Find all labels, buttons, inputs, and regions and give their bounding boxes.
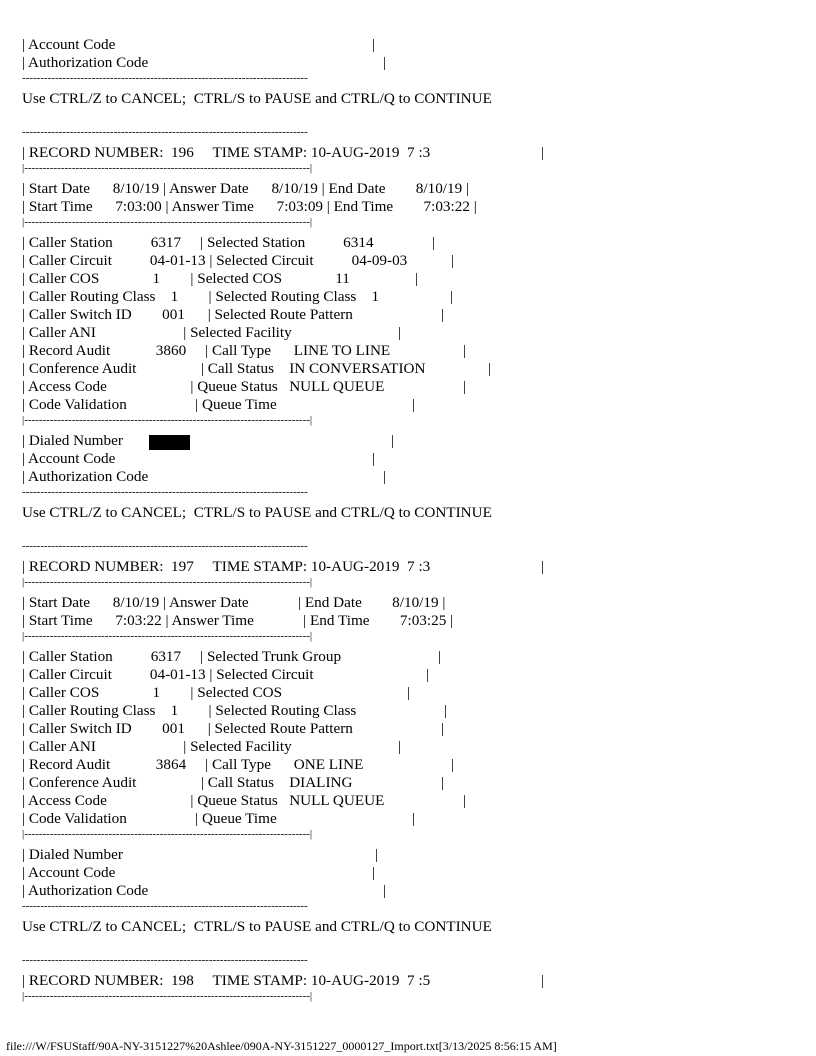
control-hint: Use CTRL/Z to CANCEL; CTRL/S to PAUSE and CTRL/Q to CONTINUE [22, 918, 492, 935]
field-text: | Caller Station 6317 | Selected Station 6314 [22, 234, 374, 251]
mid-separator: |------------------------------------------------------------------------------| [22, 576, 313, 588]
field-text: | Dialed Number [22, 846, 123, 863]
pipe: | [488, 360, 492, 377]
pipe: | [383, 54, 387, 71]
record-196-caller-ani [22, 324, 802, 342]
field-text: | Caller Routing Class 1 | Selected Routing Class [22, 702, 357, 719]
mid-separator: |------------------------------------------------------------------------------| [22, 630, 313, 642]
pipe: | [398, 738, 402, 755]
record-197-account-code [22, 864, 802, 882]
separator-line: ------------------------------------------------------------------------------ [22, 486, 308, 498]
account-code-label: | Account Code [22, 36, 116, 53]
field-text: | Dialed Number [22, 432, 123, 449]
separator-line: ------------------------------------------------------------------------------ [22, 540, 308, 552]
pipe: | [398, 324, 402, 341]
record-196-caller-circuit [22, 252, 802, 270]
authorization-code-line [22, 54, 802, 72]
field-text: | Access Code | Queue Status NULL QUEUE [22, 378, 385, 395]
file-path-footer: file:///W/FSUStaff/90A-NY-3151227%20Ashlee/090A-NY-3151227_0000127_Import.txt[3/13/2025 8:56:15 AM] [6, 1039, 557, 1053]
mid-separator: |------------------------------------------------------------------------------| [22, 162, 313, 174]
pipe: | [412, 396, 416, 413]
pipe: | [441, 774, 445, 791]
field-text: | Conference Audit | Call Status DIALING [22, 774, 353, 791]
pipe: | [441, 306, 445, 323]
pipe: | [451, 252, 455, 269]
pipe: | [463, 342, 467, 359]
record-196-start-date: | Start Date 8/10/19 | Answer Date 8/10/19 | End Date 8/10/19 | [22, 180, 470, 197]
record-197-authorization-code [22, 882, 802, 900]
field-text: | Caller Circuit 04-01-13 | Selected Circuit [22, 666, 314, 683]
record-196-dialed-number [22, 432, 802, 450]
record-197-dialed-number [22, 846, 802, 864]
record-196-start-time: | Start Time 7:03:00 | Answer Time 7:03:09 | End Time 7:03:22 | [22, 198, 477, 215]
separator-line: ------------------------------------------------------------------------------ [22, 900, 308, 912]
pipe: | [372, 864, 376, 881]
account-code-line [22, 36, 802, 54]
record-197-conference-audit [22, 774, 802, 792]
field-text: | Caller Switch ID 001 | Selected Route Pattern [22, 720, 353, 737]
control-hint: Use CTRL/Z to CANCEL; CTRL/S to PAUSE and CTRL/Q to CONTINUE [22, 504, 492, 521]
record-196-caller-cos [22, 270, 802, 288]
blank-line [22, 936, 802, 954]
field-text: | Authorization Code [22, 468, 149, 485]
field-text: | Conference Audit | Call Status IN CONVERSATION [22, 360, 426, 377]
control-hint: Use CTRL/Z to CANCEL; CTRL/S to PAUSE and CTRL/Q to CONTINUE [22, 90, 492, 107]
pipe: | [375, 846, 379, 863]
field-text: | Record Audit 3860 | Call Type LINE TO LINE [22, 342, 391, 359]
field-text: | Caller Circuit 04-01-13 | Selected Circuit 04-09-03 [22, 252, 408, 269]
record-197-record-audit [22, 756, 802, 774]
pipe: | [412, 810, 416, 827]
field-text: | Account Code [22, 450, 116, 467]
pipe: | [444, 702, 448, 719]
mid-separator: |------------------------------------------------------------------------------| [22, 216, 313, 228]
field-text: | Caller COS 1 | Selected COS 11 [22, 270, 350, 287]
record-196-account-code [22, 450, 802, 468]
pipe: | [383, 468, 387, 485]
record-197-caller-routing [22, 702, 802, 720]
pipe: | [438, 648, 442, 665]
field-text: | Authorization Code [22, 882, 149, 899]
record-196-header [22, 144, 802, 162]
field-text: | Caller Switch ID 001 | Selected Route Pattern [22, 306, 353, 323]
record-197-start-date: | Start Date 8/10/19 | Answer Date | End Date 8/10/19 | [22, 594, 446, 611]
blank-line [22, 522, 802, 540]
pipe: | [415, 270, 419, 287]
record-196-access-code [22, 378, 802, 396]
authorization-code-label: | Authorization Code [22, 54, 149, 71]
pipe: | [383, 882, 387, 899]
separator-line: ------------------------------------------------------------------------------ [22, 954, 308, 966]
pipe: | [541, 144, 545, 161]
record-196-caller-station [22, 234, 802, 252]
blank-line [22, 108, 802, 126]
record-197-access-code [22, 792, 802, 810]
pipe: | [441, 720, 445, 737]
record-197-code-validation [22, 810, 802, 828]
record-196-caller-switch [22, 306, 802, 324]
record-header-text: | RECORD NUMBER: 196 TIME STAMP: 10-AUG-2019 7 :3 [22, 144, 431, 161]
field-text: | Caller ANI | Selected Facility [22, 324, 292, 341]
pipe: | [432, 234, 436, 251]
field-text: | Code Validation | Queue Time [22, 810, 277, 827]
field-text: | Caller Routing Class 1 | Selected Routing Class 1 [22, 288, 380, 305]
pipe: | [463, 792, 467, 809]
mid-separator: |------------------------------------------------------------------------------| [22, 990, 313, 1002]
separator-line: ------------------------------------------------------------------------------ [22, 126, 308, 138]
record-196-authorization-code [22, 468, 802, 486]
separator-line: ------------------------------------------------------------------------------ [22, 72, 308, 84]
pipe: | [541, 972, 545, 989]
pipe: | [372, 36, 376, 53]
record-197-start-time: | Start Time 7:03:22 | Answer Time | End Time 7:03:25 | [22, 612, 454, 629]
pipe: | [450, 288, 454, 305]
pipe: | [541, 558, 545, 575]
field-text: | Account Code [22, 864, 116, 881]
field-text: | Caller Station 6317 | Selected Trunk Group [22, 648, 342, 665]
record-header-text: | RECORD NUMBER: 198 TIME STAMP: 10-AUG-2019 7 :5 [22, 972, 431, 989]
record-header-text: | RECORD NUMBER: 197 TIME STAMP: 10-AUG-2019 7 :3 [22, 558, 431, 575]
field-text: | Caller ANI | Selected Facility [22, 738, 292, 755]
pipe: | [407, 684, 411, 701]
field-text: | Record Audit 3864 | Call Type ONE LINE [22, 756, 364, 773]
record-197-caller-station [22, 648, 802, 666]
field-text: | Access Code | Queue Status NULL QUEUE [22, 792, 385, 809]
pipe: | [451, 756, 455, 773]
field-text: | Caller COS 1 | Selected COS [22, 684, 283, 701]
record-196-record-audit [22, 342, 802, 360]
record-196-code-validation [22, 396, 802, 414]
pipe: | [391, 432, 395, 449]
record-196-conference-audit [22, 360, 802, 378]
pipe: | [426, 666, 430, 683]
record-198-header [22, 972, 802, 990]
mid-separator: |------------------------------------------------------------------------------| [22, 828, 313, 840]
record-197-caller-circuit [22, 666, 802, 684]
pipe: | [372, 450, 376, 467]
record-197-caller-cos [22, 684, 802, 702]
document-body [22, 36, 802, 1008]
record-197-caller-ani [22, 738, 802, 756]
mid-separator: |------------------------------------------------------------------------------| [22, 414, 313, 426]
record-197-caller-switch [22, 720, 802, 738]
record-196-caller-routing [22, 288, 802, 306]
redaction-block [149, 435, 190, 450]
record-197-header [22, 558, 802, 576]
pipe: | [463, 378, 467, 395]
field-text: | Code Validation | Queue Time [22, 396, 277, 413]
